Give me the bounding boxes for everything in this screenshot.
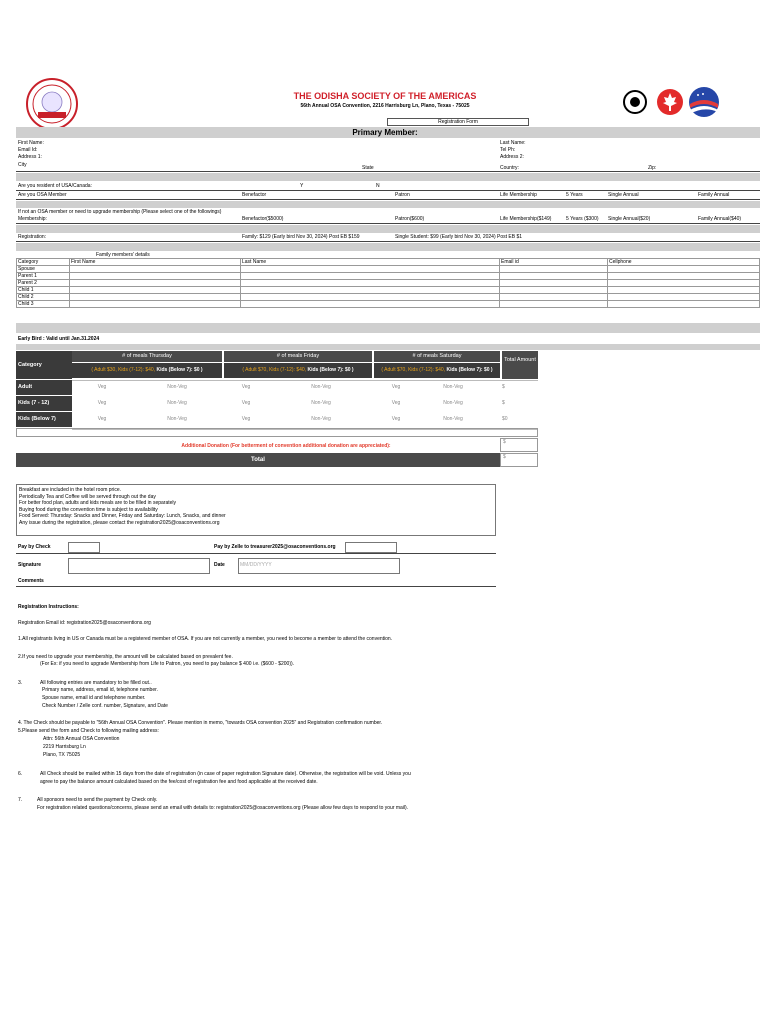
instruction-5b: 2219 Harrisburg Ln bbox=[43, 744, 86, 750]
sat-kids-nonveg[interactable]: Non-Veg bbox=[443, 400, 463, 406]
member-opt-benefactor[interactable]: Benefactor bbox=[242, 192, 267, 198]
meals-table bbox=[16, 351, 538, 467]
instruction-5a: Attn: 56th Annual OSA Convention bbox=[43, 736, 120, 742]
zip-label: Zip: bbox=[648, 165, 657, 171]
sat-kids-veg[interactable]: Veg bbox=[391, 400, 401, 406]
address1-label: Address 1: bbox=[18, 154, 42, 160]
resident-question: Are you resident of USA/Canada: bbox=[18, 183, 92, 189]
instruction-6b: agree to pay the balance amount calculated based on the fee/cost of registration fee and food applicable at the received date. bbox=[40, 779, 318, 785]
member-opt-family[interactable]: Family Annual bbox=[698, 192, 730, 198]
notes-box bbox=[16, 484, 496, 536]
convention-subtitle: 56th Annual OSA Convention, 2216 Harrisburg Ln, Plano, Texas - 75025 bbox=[300, 103, 470, 109]
table-row[interactable] bbox=[17, 301, 760, 308]
spacer-bar-6 bbox=[16, 344, 760, 350]
upgrade-family[interactable]: Family Annual($40) bbox=[698, 216, 742, 222]
family-row-label: Parent 1 bbox=[17, 273, 70, 280]
resident-no[interactable]: N bbox=[376, 183, 380, 189]
meals-spacer bbox=[16, 428, 538, 437]
city-label: City bbox=[18, 162, 27, 168]
early-bird-note: Early Bird : Valid until Jan.31.2024 bbox=[18, 336, 100, 342]
instruction-3-number: 3. bbox=[18, 680, 23, 686]
family-table bbox=[16, 258, 760, 308]
thu-adult-veg[interactable]: Veg bbox=[97, 384, 107, 390]
date-label: Date bbox=[214, 562, 225, 568]
family-row-label: Parent 2 bbox=[17, 280, 70, 287]
price-text: ( Adult $70, Kids (7-12): $40, bbox=[381, 367, 446, 373]
donation-label: Additional Donation (For betterment of convention additional donation are appreciated): bbox=[181, 443, 391, 449]
table-row[interactable] bbox=[17, 273, 760, 280]
family-row-label: Spouse bbox=[17, 266, 70, 273]
instruction-7b: For registration related questions/concerns, please send an email with details to: registration2025@osaconventions.org (Please allow few days to respond to your mail). bbox=[37, 805, 409, 811]
total-value: $ bbox=[500, 453, 538, 467]
note-4: Buying food during the convention time is subject to availability bbox=[19, 506, 158, 513]
total-label: Total bbox=[16, 453, 500, 467]
pay-zelle-label: Pay by Zelle to treasurer2025@osaconventions.org bbox=[214, 544, 336, 550]
meals-row-kids-label: Kids (7 - 12) bbox=[16, 396, 72, 411]
instruction-5c: Plano, TX 75025 bbox=[43, 752, 81, 758]
last-name-field[interactable] bbox=[530, 140, 760, 147]
meals-thursday-header: # of meals Thursday bbox=[72, 351, 222, 362]
primary-fields-bottom bbox=[16, 171, 760, 172]
spacer-bar-2 bbox=[16, 201, 760, 208]
registration-label: Registration: bbox=[18, 234, 47, 240]
kids-total: $ bbox=[502, 400, 505, 406]
table-row[interactable] bbox=[17, 294, 760, 301]
meals-row-adult-label: Adult bbox=[16, 380, 72, 395]
family-title: Family members' details bbox=[96, 252, 150, 258]
price-text: ( Adult $70, Kids (7-12): $40, bbox=[242, 367, 307, 373]
pay-zelle-field[interactable] bbox=[345, 542, 397, 553]
thu-kids-veg[interactable]: Veg bbox=[97, 400, 107, 406]
first-name-label: First Name: bbox=[18, 140, 44, 146]
meals-friday-header: # of meals Friday bbox=[224, 351, 372, 362]
meals-saturday-header: # of meals Saturday bbox=[374, 351, 500, 362]
meals-category-header: Category bbox=[16, 351, 72, 379]
instructions-heading: Registration Instructions: bbox=[18, 604, 79, 610]
price-text-kids: Kids (Below 7): $0 ) bbox=[307, 367, 354, 373]
membership-label: Membership: bbox=[18, 216, 47, 222]
instruction-3b: Primary name, address, email id, telephone number. bbox=[42, 687, 158, 693]
comments-label: Comments bbox=[18, 578, 44, 584]
fri-adult-nonveg[interactable]: Non-Veg bbox=[311, 384, 331, 390]
family-row-label: Child 1 bbox=[17, 287, 70, 294]
registration-line bbox=[16, 241, 760, 242]
family-col-last: Last Name bbox=[241, 259, 500, 266]
member-opt-5years[interactable]: 5 Years bbox=[566, 192, 583, 198]
resident-yes[interactable]: Y bbox=[300, 183, 304, 189]
state-label: State bbox=[362, 165, 374, 171]
member-opt-patron[interactable]: Patron bbox=[395, 192, 410, 198]
instruction-7a: All sponsors need to send the payment by Check only. bbox=[37, 797, 158, 803]
member-question: Are you OSA Member bbox=[18, 192, 67, 198]
primary-heading: Primary Member: bbox=[352, 128, 418, 137]
note-6: Any issue during the registration, please contact the registration2025@osaconventions.org bbox=[19, 519, 220, 526]
member-line-2 bbox=[16, 199, 760, 200]
family-header-row bbox=[17, 259, 760, 266]
note-3: For better food plan, adults and kids meals are to be filled in separately bbox=[19, 500, 177, 506]
upgrade-benefactor[interactable]: Benefactor($5000) bbox=[242, 216, 284, 222]
family-col-first: First Name bbox=[70, 259, 241, 266]
thu-below7-nonveg[interactable]: Non-Veg bbox=[167, 416, 187, 422]
instruction-4: 4. The Check should be payable to "56th Annual OSA Convention". Please mention in memo, "towards OSA convention 2025" and Registration confirmation number. bbox=[18, 720, 383, 726]
email-label: Email Id: bbox=[18, 147, 38, 153]
adult-total: $ bbox=[502, 384, 505, 390]
family-col-email: Email id bbox=[500, 259, 608, 266]
form-name: Registration Form bbox=[387, 118, 529, 126]
price-text-kids: Kids (Below 7): $0 ) bbox=[446, 367, 493, 373]
family-row-label: Child 2 bbox=[17, 294, 70, 301]
instruction-6a: All Check should be mailed within 15 days from the date of registration (in case of paper registration Signature date). Otherwise, the registration will be void. Unless you bbox=[40, 771, 411, 777]
upgrade-5years[interactable]: 5 Years ($300) bbox=[566, 216, 599, 222]
pay-check-label: Pay by Check bbox=[18, 544, 51, 550]
sat-below7-nonveg[interactable]: Non-Veg bbox=[443, 416, 463, 422]
signature-field[interactable] bbox=[68, 558, 210, 574]
sat-adult-nonveg[interactable]: Non-Veg bbox=[443, 384, 463, 390]
spacer-bar-3 bbox=[16, 225, 760, 233]
pay-line bbox=[16, 553, 496, 554]
comments-line bbox=[16, 586, 496, 587]
upgrade-patron[interactable]: Patron($600) bbox=[395, 216, 425, 222]
price-text-kids: Kids (Below 7): $0 ) bbox=[156, 367, 203, 373]
org-title: THE ODISHA SOCIETY OF THE AMERICAS bbox=[293, 91, 477, 101]
upgrade-single[interactable]: Single Annual($20) bbox=[608, 216, 651, 222]
member-opt-life[interactable]: Life Membership bbox=[500, 192, 537, 198]
note-1: Breakfast are included in the hotel room price. bbox=[19, 487, 121, 493]
member-line-1 bbox=[16, 190, 760, 191]
registration-single[interactable]: Single Student: $99 (Early bird Nov 30, 2024) Post EB $1 bbox=[395, 234, 523, 240]
thu-kids-nonveg[interactable]: Non-Veg bbox=[167, 400, 187, 406]
meals-thursday-price bbox=[72, 363, 222, 378]
spacer-bar-4 bbox=[16, 243, 760, 251]
spacer-bar-5 bbox=[16, 323, 760, 333]
country-label: Country: bbox=[500, 165, 519, 171]
address2-label: Address 2: bbox=[500, 154, 524, 160]
meals-saturday-price bbox=[374, 363, 500, 378]
family-col-cell: Cellphone bbox=[608, 259, 760, 266]
fri-below7-veg[interactable]: Veg bbox=[241, 416, 251, 422]
thu-below7-veg[interactable]: Veg bbox=[97, 416, 107, 422]
comments-field[interactable] bbox=[60, 576, 496, 586]
sat-adult-veg[interactable]: Veg bbox=[391, 384, 401, 390]
table-row[interactable] bbox=[17, 266, 760, 273]
note-5: Food Served: Thursday: Snacks and Dinner, Friday and Saturday: Lunch, Snacks, and dinner bbox=[19, 513, 226, 519]
meals-total-header: Total Amount bbox=[502, 351, 538, 379]
family-row-label: Child 3 bbox=[17, 301, 70, 308]
fri-adult-veg[interactable]: Veg bbox=[241, 384, 251, 390]
meals-row-below7-label: Kids (Below 7) bbox=[16, 412, 72, 427]
spacer-bar-1 bbox=[16, 173, 760, 181]
fri-kids-nonveg[interactable]: Non-Veg bbox=[311, 400, 331, 406]
pay-check-field[interactable] bbox=[68, 542, 100, 553]
member-opt-single[interactable]: Single Annual bbox=[608, 192, 639, 198]
table-row[interactable] bbox=[17, 280, 760, 287]
instruction-2b: (For Ex: if you need to upgrade Membership from Life to Patron, you need to pay balance $ 400 i.e. ($600 - $200)). bbox=[40, 661, 295, 667]
instruction-3a: All following entries are mandatory to be filled out.. bbox=[40, 680, 152, 686]
fri-kids-veg[interactable]: Veg bbox=[241, 400, 251, 406]
donation-input[interactable]: $ bbox=[500, 438, 538, 452]
table-row[interactable] bbox=[17, 287, 760, 294]
sat-below7-veg[interactable]: Veg bbox=[391, 416, 401, 422]
instructions-email: Registration Email id: registration2025@osaconventions.org bbox=[18, 620, 151, 626]
last-name-label: Last Name: bbox=[500, 140, 526, 146]
signature-label: Signature bbox=[18, 562, 42, 568]
instruction-5: 5.Please send the form and Check to following mailing address: bbox=[18, 728, 159, 734]
upgrade-note: If not an OSA member or need to upgrade membership (Please select one of the followings) bbox=[18, 209, 222, 215]
family-col-category: Category bbox=[17, 259, 70, 266]
first-name-field[interactable] bbox=[60, 140, 490, 147]
instruction-6-number: 6. bbox=[18, 771, 23, 777]
date-placeholder: MM/DD/YYYY bbox=[240, 562, 272, 568]
instruction-3d: Check Number / Zelle conf. number, Signature, and Date bbox=[42, 703, 168, 709]
instruction-1: 1.All registrants living in US or Canada must be a registered member of OSA. If you are not currently a member, you need to become a member to attend the convention. bbox=[18, 636, 393, 642]
instruction-7-number: 7. bbox=[18, 797, 23, 803]
instruction-3c: Spouse name, email id and telephone number. bbox=[42, 695, 146, 701]
thu-adult-nonveg[interactable]: Non-Veg bbox=[167, 384, 187, 390]
registration-family[interactable]: Family: $129 (Early bird Nov 30, 2024) Post EB $159 bbox=[242, 234, 360, 240]
meals-friday-price bbox=[224, 363, 372, 378]
price-text: ( Adult $30, Kids (7-12): $40, bbox=[91, 367, 156, 373]
upgrade-life[interactable]: Life Membership($149) bbox=[500, 216, 552, 222]
fri-below7-nonveg[interactable]: Non-Veg bbox=[311, 416, 331, 422]
upgrade-line bbox=[16, 223, 760, 224]
instruction-2a: 2.If you need to upgrade your membership, the amount will be calculated based on prevalent fee. bbox=[18, 654, 233, 660]
below7-total: $0 bbox=[502, 416, 508, 422]
note-2: Periodically Tea and Coffee will be served through out the day bbox=[19, 493, 156, 500]
tel-label: Tel Ph: bbox=[500, 147, 516, 153]
